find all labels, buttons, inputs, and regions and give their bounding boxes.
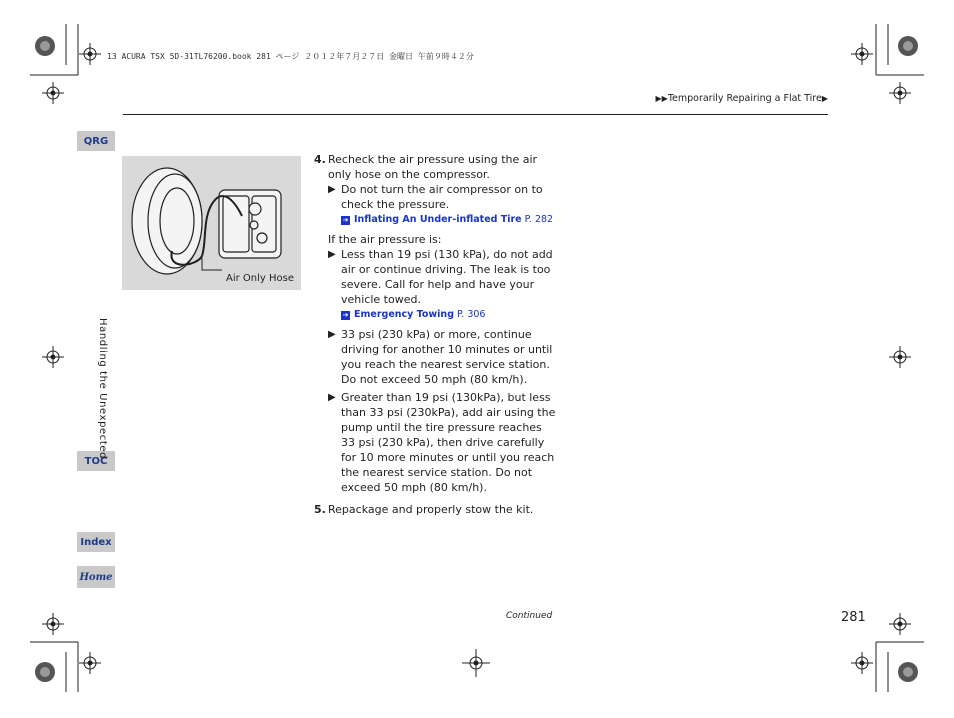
xref-page: P. 282 <box>524 214 554 225</box>
print-header: 13 ACURA TSX 5D-31TL76200.book 281 ページ ２０１２年７月２７日 金曜日 午前９時４２分 <box>107 52 474 61</box>
toc-button[interactable]: TOC <box>77 451 115 471</box>
qrg-button[interactable]: QRG <box>77 131 115 151</box>
step-number: 4. <box>314 153 326 166</box>
arrow-right-icon: ▶ <box>821 94 828 103</box>
page-number: 281 <box>841 610 866 625</box>
case-text: Less than 19 psi (130 kPa), do not add air or continue driving. The leak is too severe. Call for help and have your vehicle towed. <box>341 248 553 306</box>
tire-and-compressor-drawing <box>122 156 301 290</box>
header-rule <box>123 114 828 115</box>
case-text: 33 psi (230 kPa) or more, continue driving for another 10 minutes or until you reach the nearest service station. Do not exceed 50 mph (80 km/h). <box>341 328 553 386</box>
link-arrow-icon: ➔ <box>342 311 349 319</box>
xref-title: Inflating An Under-inflated Tire <box>354 214 522 225</box>
step-number: 5. <box>314 503 326 516</box>
home-button[interactable]: Home <box>77 566 115 588</box>
arrow-right-icon: ▶ <box>328 392 336 403</box>
xref-title: Emergency Towing <box>354 309 454 320</box>
index-button[interactable]: Index <box>77 532 115 552</box>
tire-compressor-illustration <box>122 156 301 290</box>
arrow-right-icon: ▶ <box>328 249 336 260</box>
xref-link-inflating[interactable] <box>314 212 559 227</box>
case-item <box>314 327 559 387</box>
breadcrumb[interactable] <box>656 93 828 104</box>
step-text: Repackage and properly stow the kit. <box>328 503 534 516</box>
air-hose-callout: Air Only Hose <box>226 273 294 284</box>
case-item <box>314 390 559 495</box>
step-text: Recheck the air pressure using the air only hose on the compressor. <box>328 153 538 181</box>
note-text: Do not turn the air compressor on to check the pressure. <box>341 183 543 211</box>
xref-link-towing[interactable] <box>314 307 559 322</box>
arrow-right-icon: ▶ <box>328 184 336 195</box>
continued-label: Continued <box>506 611 553 621</box>
xref-page: P. 306 <box>457 309 486 320</box>
case-text: Greater than 19 psi (130kPa), but less than 33 psi (230kPa), add air using the pump until the tire pressure reaches 33 psi (230 kPa), then drive carefully for 10 more minutes or until you reach the nearest service station. Do not exceed 50 mph (80 km/h). <box>341 391 556 494</box>
double-arrow-icon: ▶▶ <box>655 94 668 103</box>
step-4 <box>314 152 559 182</box>
note <box>314 182 559 212</box>
step-5 <box>314 502 559 517</box>
arrow-right-icon: ▶ <box>328 329 336 340</box>
breadcrumb-title: Temporarily Repairing a Flat Tire <box>667 93 822 104</box>
case-item <box>314 247 559 307</box>
if-label: If the air pressure is: <box>328 233 442 246</box>
section-label: Handling the Unexpected <box>97 318 108 460</box>
link-arrow-icon: ➔ <box>342 216 349 224</box>
instruction-content <box>314 152 559 517</box>
